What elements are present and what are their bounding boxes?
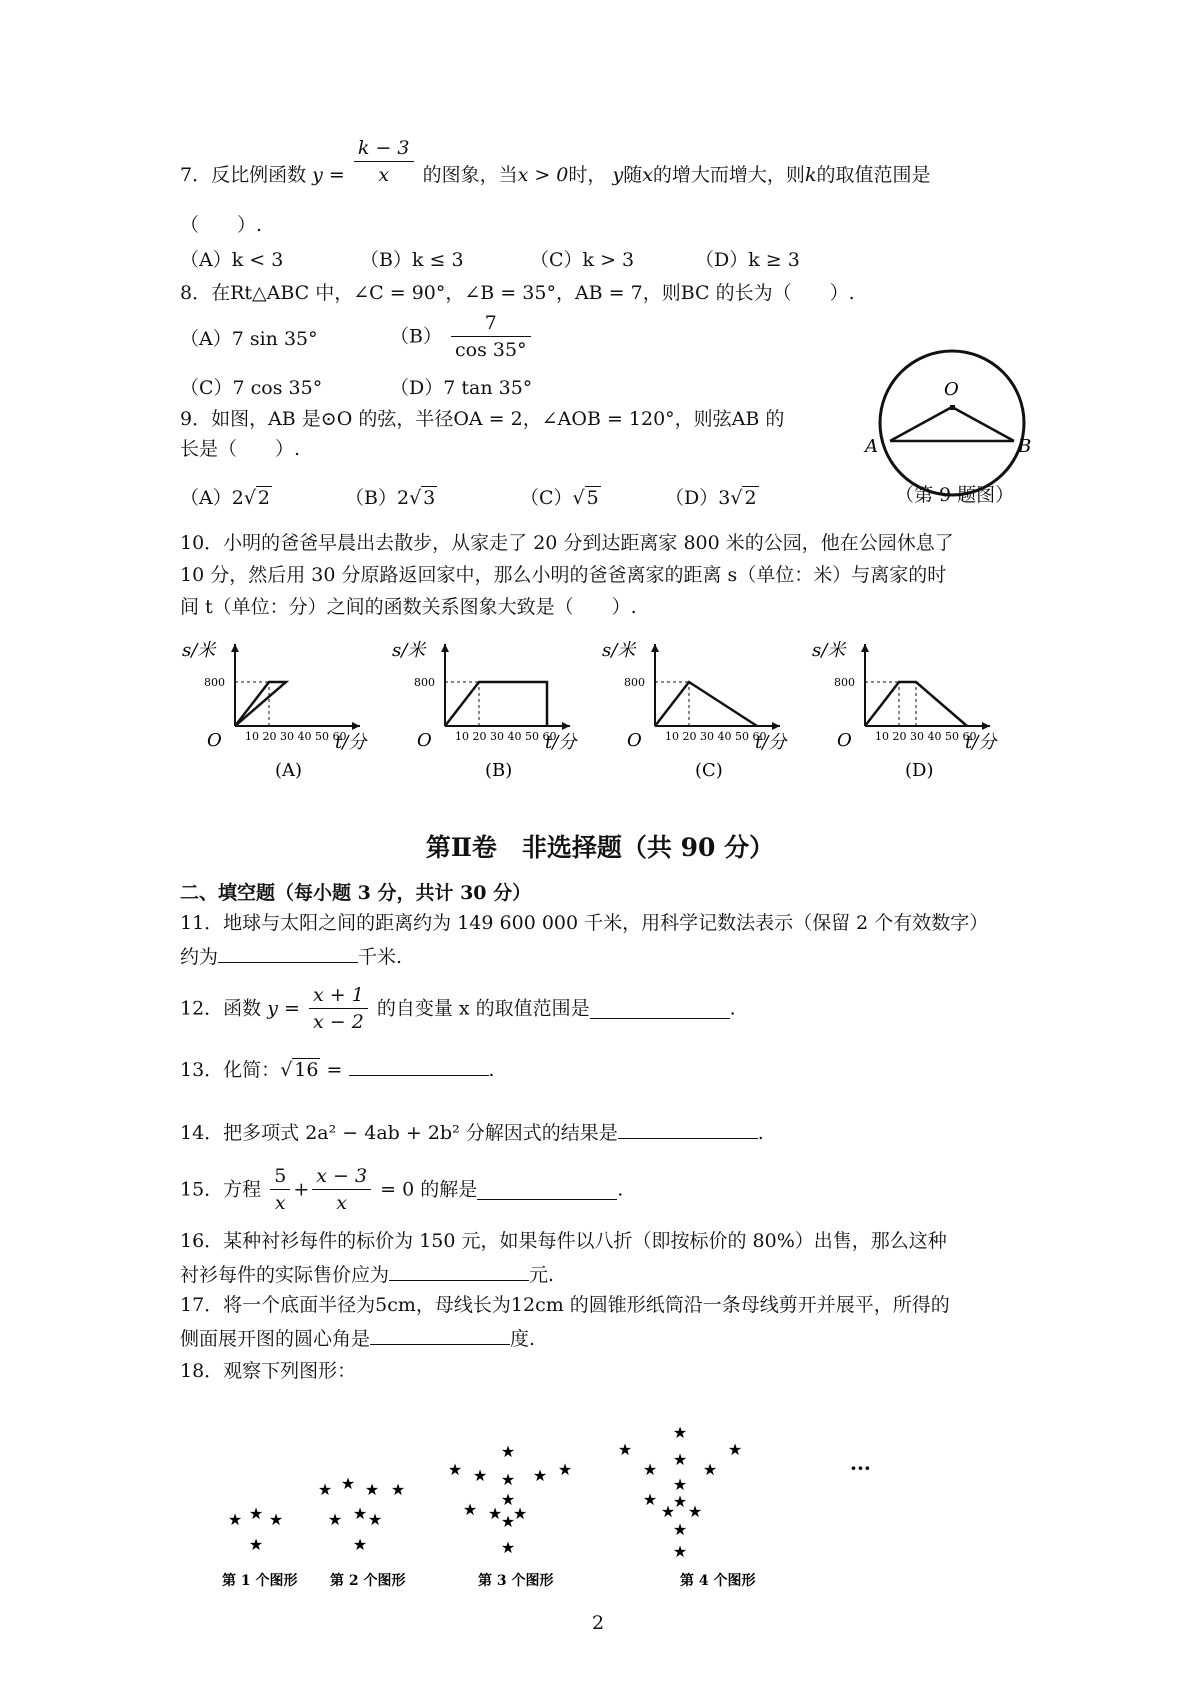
star-icon: ★ (687, 1502, 703, 1521)
graph-c (600, 636, 790, 796)
q13-blank (349, 1055, 489, 1076)
star-icon: ★ (500, 1490, 516, 1509)
star-icon: ★ (352, 1504, 368, 1523)
x-arrow (772, 722, 780, 730)
y-arrow (651, 644, 659, 652)
graph-curve (445, 682, 547, 726)
q12-line: 12．函数 y = $\frac{x + 1}{x - 2}$ 的自变量 x 的取值范围是 . (180, 984, 736, 1033)
star-icon: ★ (364, 1480, 380, 1499)
star-icon: ★ (487, 1504, 503, 1523)
ellipsis: ··· (850, 1456, 871, 1480)
origin-label: O (627, 730, 642, 751)
q8-choice-d: （D）7 tan 35° (390, 377, 533, 399)
graph-label: (D) (905, 760, 934, 781)
q7-choice-a: （A）k < 3 (180, 249, 284, 271)
graph-curve (655, 682, 757, 726)
q8-text: 8．在Rt△ABC 中，∠C = 90°，∠B = 35°，AB = 7，则BC 的长为（ ）. (180, 282, 855, 304)
y-label: s/米 (392, 640, 426, 661)
star-icon: ★ (727, 1440, 743, 1459)
circle-shape (880, 351, 1024, 495)
star-icon: ★ (268, 1510, 284, 1529)
q15-blank (477, 1179, 617, 1200)
star-icon: ★ (500, 1470, 516, 1489)
star-icon: ★ (557, 1460, 573, 1479)
star-icon: ★ (532, 1466, 548, 1485)
x-ticks: 10 20 30 40 50 60 (245, 730, 347, 743)
q16-blank (389, 1260, 529, 1281)
star-icon: ★ (248, 1504, 264, 1523)
stars-canvas (0, 1395, 1200, 1595)
figure-label-1: 第 1 个图形 (222, 1573, 298, 1589)
page-number: 2 (592, 1612, 605, 1634)
q13-line: 13．化简：√ 16 = . (180, 1055, 495, 1083)
graph-label: (A) (275, 760, 303, 781)
q14-line: 14．把多项式 2a² − 4ab + 2b² 分解因式的结果是 . (180, 1118, 764, 1146)
q12-blank (590, 998, 730, 1019)
q7-fraction: $\frac{k - 3}{x}$ (354, 135, 414, 188)
y-arrow (861, 644, 869, 652)
q14-blank (618, 1118, 758, 1139)
q17-line1: 17．将一个底面半径为5cm，母线长为12cm 的圆锥形纸筒沿一条母线剪开并展平，所得的 (180, 1294, 950, 1316)
q7-choice-d: （D）k ≥ 3 (695, 249, 800, 271)
q17-line2: 侧面展开图的圆心角是 度. (180, 1324, 535, 1352)
x-arrow (352, 722, 360, 730)
star-icon: ★ (672, 1520, 688, 1539)
x-ticks: 10 20 30 40 50 60 (665, 730, 767, 743)
radius-ob (952, 407, 1014, 441)
x-arrow (982, 722, 990, 730)
graph-d (810, 636, 1000, 796)
star-icon: ★ (462, 1500, 478, 1519)
y-label: s/米 (182, 640, 216, 661)
q16-line1: 16．某种衬衫每件的标价为 150 元，如果每件以八折（即按标价的 80%）出售，那么这种 (180, 1230, 947, 1252)
x-label: t/分 (965, 732, 997, 753)
y-tick-800: 800 (204, 676, 225, 689)
q16-line2: 衬衫每件的实际售价应为 元. (180, 1260, 554, 1288)
radius-oa (890, 407, 952, 441)
origin-label: O (417, 730, 432, 751)
figure-label-4: 第 4 个图形 (680, 1573, 756, 1589)
q10-line2: 10 分，然后用 30 分原路返回家中，那么小明的爸爸离家的距离 s（单位：米）与离家的时 (180, 564, 947, 586)
q15-fraction1: $\frac{5}{x}$ (270, 1163, 290, 1216)
q15-line: 15．方程 $\frac{5}{x}$ + $\frac{x - 3}{x}$ = 0 的解是 . (180, 1165, 624, 1214)
figure-label-2: 第 2 个图形 (330, 1573, 406, 1589)
star-icon: ★ (447, 1460, 463, 1479)
star-icon: ★ (352, 1535, 368, 1554)
star-icon: ★ (642, 1490, 658, 1509)
label-a: A (865, 436, 878, 457)
q8-choice-a: （A）7 sin 35° (180, 328, 318, 350)
x-ticks: 10 20 30 40 50 60 (875, 730, 977, 743)
q9-line2: 长是（ ）. (180, 438, 301, 460)
q7-paren: （ ）. (180, 214, 263, 236)
star-icon: ★ (672, 1450, 688, 1469)
q11-blank (218, 942, 358, 963)
y-arrow (231, 644, 239, 652)
y-tick-800: 800 (414, 676, 435, 689)
q8-b-fraction: $\frac{7}{\cos 35^\circ}$ (451, 310, 531, 363)
graph-curve (235, 682, 286, 726)
star-icon: ★ (672, 1423, 688, 1442)
star-icon: ★ (672, 1492, 688, 1511)
star-icon: ★ (367, 1510, 383, 1529)
q9-choice-c: （C）√ 5 (520, 487, 599, 509)
q9-caption: （第 9 题图） (895, 484, 1015, 506)
label-b: B (1018, 436, 1032, 457)
label-o: O (944, 379, 959, 400)
q10-line1: 10．小明的爸爸早晨出去散步，从家走了 20 分到达距离家 800 米的公园，他在公园休息了 (180, 532, 954, 554)
q17-blank (370, 1324, 510, 1345)
q18-text: 18．观察下列图形： (180, 1360, 357, 1382)
q11-line1: 11．地球与太阳之间的距离约为 149 600 000 千米，用科学记数法表示（保留 2 个有效数字） (180, 912, 989, 934)
star-icon: ★ (617, 1440, 633, 1459)
q7-choice-c: （C）k > 3 (530, 249, 635, 271)
origin-label: O (207, 730, 222, 751)
y-tick-800: 800 (624, 676, 645, 689)
section-title: 二、填空题（每小题 3 分，共计 30 分） (180, 882, 532, 904)
q9-choice-b: （B）2√ 3 (345, 487, 436, 509)
star-icon: ★ (340, 1474, 356, 1493)
star-icon: ★ (702, 1460, 718, 1479)
y-arrow (441, 644, 449, 652)
q9-line1: 9．如图，AB 是⊙O 的弦，半径OA = 2，∠AOB = 120°，则弦AB 的 (180, 408, 785, 430)
star-icon: ★ (500, 1512, 516, 1531)
graph-a (180, 636, 370, 796)
star-icon: ★ (317, 1480, 333, 1499)
graph-b (390, 636, 580, 796)
x-ticks: 10 20 30 40 50 60 (455, 730, 557, 743)
star-icon: ★ (390, 1480, 406, 1499)
star-icon: ★ (672, 1542, 688, 1561)
star-icon: ★ (660, 1502, 676, 1521)
star-icon: ★ (672, 1475, 688, 1494)
origin-label: O (837, 730, 852, 751)
star-icon: ★ (248, 1535, 264, 1554)
graph-label: (C) (695, 760, 723, 781)
q10-line3: 间 t（单位：分）之间的函数关系图象大致是（ ）. (180, 596, 637, 618)
x-label: t/分 (755, 732, 787, 753)
star-icon: ★ (642, 1460, 658, 1479)
q15-fraction2: $\frac{x - 3}{x}$ (312, 1163, 371, 1216)
q11-line2: 约为 千米. (180, 942, 402, 970)
q7-line: 7．反比例函数 y = $\frac{k - 3}{x}$ 的图象，当x > 0时， y随x的增大而增大，则k的取值范围是 (180, 136, 931, 186)
star-icon: ★ (327, 1510, 343, 1529)
figure-label-3: 第 3 个图形 (478, 1573, 554, 1589)
center-point (950, 405, 955, 410)
q7-choice-b: （B）k ≤ 3 (360, 249, 464, 271)
q8-choice-b: （B） $\frac{7}{\cos 35^\circ}$ (390, 310, 534, 363)
q9-choice-a: （A）2√ 2 (180, 487, 271, 509)
q12-fraction: $\frac{x + 1}{x - 2}$ (309, 982, 368, 1035)
part2-heading: 第Ⅱ卷 非选择题（共 90 分） (425, 833, 775, 862)
x-label: t/分 (335, 732, 367, 753)
star-icon: ★ (500, 1442, 516, 1461)
q8-choice-c: （C）7 cos 35° (180, 377, 323, 399)
star-icon: ★ (472, 1466, 488, 1485)
q9-choice-d: （D）3√ 2 (665, 487, 757, 509)
x-arrow (562, 722, 570, 730)
y-label: s/米 (602, 640, 636, 661)
y-tick-800: 800 (834, 676, 855, 689)
star-icon: ★ (512, 1504, 528, 1523)
star-icon: ★ (227, 1510, 243, 1529)
star-icon: ★ (500, 1538, 516, 1557)
graph-label: (B) (485, 760, 513, 781)
x-label: t/分 (545, 732, 577, 753)
y-label: s/米 (812, 640, 846, 661)
